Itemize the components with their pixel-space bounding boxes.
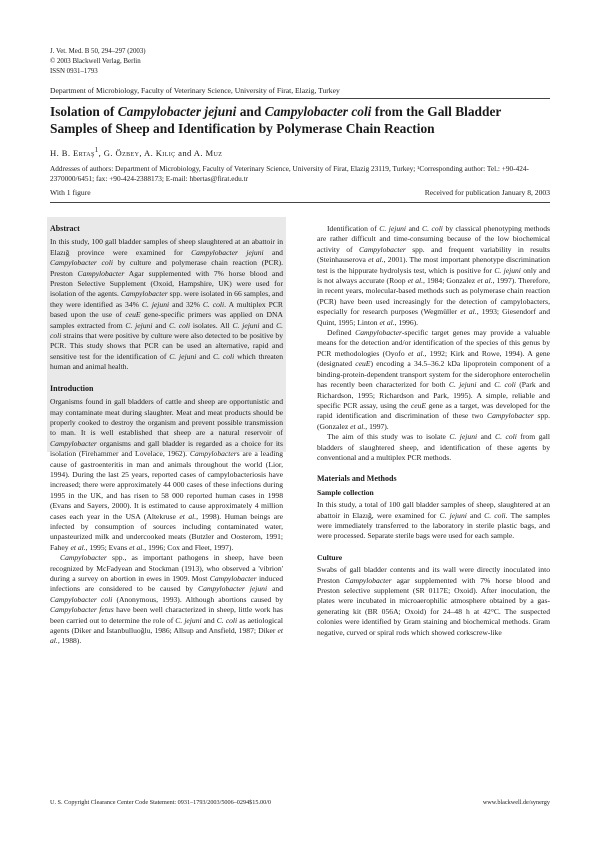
journal-header — [50, 47, 146, 77]
author-addresses: Addresses of authors: Department of Microbiology, Faculty of Veterinary Science, University of Firat, Elazig 23119, Turkey; ¹Corresponding author: Tel.: +90-424-2370000/6451; fax: +90-424-2388173; E-mail: hbertas@firat.edu.tr — [50, 164, 529, 183]
body-paragraph: Swabs of gall bladder contents and its wall were directly inoculated into Preston Campylobacter agar supplemented with 7% horse blood and Preston selective supplement (SR 0117E; Oxoid). After inoculation, the plates were incubated in microaerophilic atmosphere obtained by a gas-generating kit (BR 056A; Oxoid) for 24–48 h at 42°C. The suspected colonies were identified by Gram staining and biochemical methods. Gram negative, curved or spiral rods which showed corkscrew-like — [317, 565, 550, 637]
body-paragraph: The aim of this study was to isolate C. jejuni and C. coli from gall bladders of slaughtered sheep, and identification of these agents by conventional and a multiplex PCR methods. — [317, 432, 551, 462]
subsection-heading: Culture — [317, 552, 343, 562]
section-heading: Introduction — [50, 383, 94, 393]
department-line: Department of Microbiology, Faculty of Veterinary Science, University of Firat, Elazig, Turkey — [50, 86, 340, 95]
meta-rule — [50, 202, 550, 203]
author-list: H. B. Ertaş$^1$, G. Özbey, A. Kiliç and A. Muz — [50, 146, 223, 158]
publisher-url[interactable]: www.blackwell.de/synergy — [482, 799, 550, 806]
section-heading: Materials and Methods — [317, 474, 397, 484]
header-rule — [50, 98, 550, 99]
body-paragraph: Organisms found in gall bladders of cattle and sheep are opportunistic and may contaminate meat during slaughter. Meat and meat products should be properly cooked to destroy the organism and prevent possible transmission to man. It is well established that sheep are a natural reservoir of Campylobacter organisms and gall bladder is regarded as a choice for its isolation (Firehammer and Lovelace, 1962). Campylobacters are a leading cause of gastroenteritis in man and animals throughout the world (Lior, 1994). During the last 25 years, reported cases of campylobacteriosis have increased; there were approximately 44 000 cases of these infections during 1995 in the UK, and has risen to 58 000 reported human cases in 1998 (Evans and Sayers, 2000). It is estimated to cause approximately 4 million cases each year in the USA (Altekruse et al., 1998). Human beings are infected by consumption of sources including contaminated water, unpasteurized milk and undercooked meats (Butzler and Oosterom, 1991; Fahey et al., 1995; Evans et al., 1996; Cox and Fleet, 1997). — [50, 397, 284, 552]
received-date: Received for publication January 8, 2003 — [424, 188, 550, 197]
copyright-line: © 2003 Blackwell Verlag, Berlin — [50, 58, 141, 65]
body-paragraph: Defined Campylobacter-specific target genes may provide a valuable means for the detection and/or identification of the species of this genus by PCR methodologies (Oyofo et al., 1992; Kirk and Rowe, 1994). A gene (designated ceuE) encoding a 34.5–36.2 kDa lipoprotein component of a binding-protein-dependent transport system for the siderophore enterochelin has recently been characterized for both C. jejuni and C. coli (Park and Richardson, 1995; Richardson and Park, 1995). A simple, reliable and specific PCR assay, using the ceuE gene as a target, was developed for the rapid identification and discrimination of these two Campylobacter spp. (Gonzalez et al., 1997). — [317, 328, 551, 431]
section-heading: Abstract — [50, 224, 80, 233]
right-column — [317, 224, 550, 638]
body-paragraph: Identification of C. jejuni and C. coli by classical phenotyping methods are rather difficult and time-consuming because of the low biochemical activity of Campylobacter spp. and frequent variability in results (Steinhauserova et al., 2001). The most important phenotype discrimination test is the hippurate hydrolysis test, which is positive for C. jejuni only and is not always accurate (Roop et al., 1984; Gonzalez et al., 1997). Therefore, in recent years, molecular-based methods such as polymerase chain reaction (PCR) have been used increasingly for the detection of campylobacters, especially for research purposes (Wegmüller et al., 1993; Giesendorf and Quint, 1995; Linton et al., 1996). — [317, 224, 551, 327]
body-paragraph: In this study, a total of 100 gall bladder samples of sheep, slaughtered at an abattoir in Elazığ, were examined for C. jejuni and C. coli. The samples were immediately transferred to the laboratory in sterile plastic bags, and were processed. Separate sterile bags were used for each sample. — [317, 500, 551, 541]
issn-line: ISSN 0931–1793 — [50, 68, 98, 75]
body-paragraph: In this study, 100 gall bladder samples of sheep slaughtered at an abattoir in Elazığ province were examined for Campylobacter jejuni and Campylobacter coli by culture and polymerase chain reaction (PCR). Preston Campylobacter Agar supplemented with 7% horse blood and Preston Selective Supplement (Oxoid, Hampshire, UK) were used for isolation of the agents. Campylobacter spp. were isolated in 66 samples, and they were identified as 34% C. jejuni and 32% C. coli. A multiplex PCR based upon the use of ceuE gene-specific primers was applied on DNA samples extracted from C. jejuni and C. coli isolates. All C. jejuni and C. coli strains that were positive by culture were also detected to be positive by PCR. This study shows that PCR can be used an alternative, rapid and sensitive test for the identification of C. jejuni and C. coli which threaten human and animal health. — [50, 237, 284, 372]
body-paragraph: Campylobacter spp., as important pathogens in sheep, have been recognized by McFadyean and Stockman (1913), who observed a 'vibrion' during a survey on abortion in ewes in 1909. Most Campylobacter induced infections are considered to be caused by Campylobacter jejuni and Campylobacter coli (Anonymous, 1993). Although abortions caused by Campylobacter fetus have been well characterized in sheep, little work has been carried out to determine the role of C. jejuni and C. coli as aetiological agents (Diker and İstanbulluoğlu, 1986; Allsup and Ansfield, 1987; Diker et al., 1988). — [50, 553, 284, 646]
figure-count: With 1 figure — [50, 188, 91, 197]
copyright-code: U. S. Copyright Clearance Center Code Statement: 0931–1793/2003/5006–0294$15.00/0 — [50, 799, 272, 806]
journal-citation: J. Vet. Med. B 50, 294–297 (2003) — [50, 48, 146, 55]
left-column — [50, 224, 283, 647]
page-footer — [50, 799, 550, 806]
subsection-heading: Sample collection — [317, 487, 374, 497]
article-title: Isolation of Campylobacter jejuni and Campylobacter coli from the Gall Bladder Samples of Sheep and Identification by Polymerase Chain Reaction — [50, 104, 502, 136]
